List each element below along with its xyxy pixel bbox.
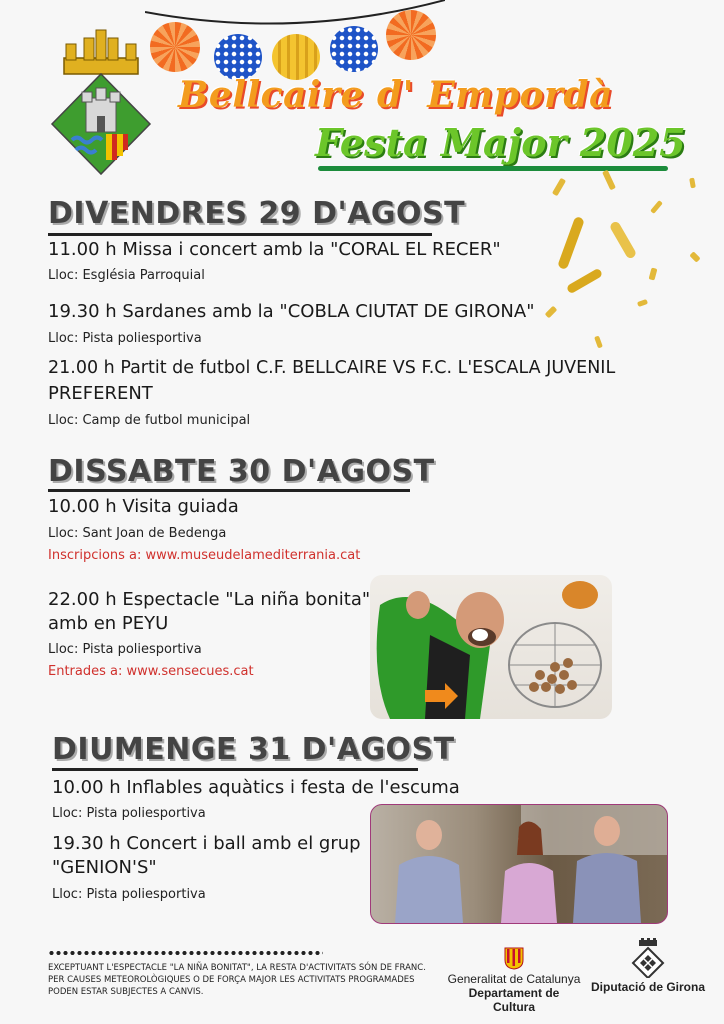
event-title-continued: amb en PEYU	[48, 613, 169, 634]
bellcaire-coat-of-arms-icon	[46, 28, 156, 176]
tickets-link[interactable]: Entrades a: www.sensecues.cat	[48, 664, 254, 679]
event-title-continued: "GENION'S"	[52, 857, 157, 878]
performer-photo	[370, 575, 612, 719]
day-heading-underline	[48, 233, 432, 236]
disclaimer-note: EXCEPTUANT L'ESPECTACLE "LA NIÑA BONITAT", LA RESTA D'ACTIVITATS SÓN DE FRANC. PER CAUSES METEOROLÒGIQUES O DE FORÇA MAJOR LES ACTIVITATS PROGRAMADES PODEN ESTAR SUBJECTES A CANVIS.	[48, 963, 426, 997]
day-heading-underline	[52, 768, 418, 771]
event-title: 22.00 h Espectacle "La niña bonita"	[48, 589, 371, 610]
orange-lantern-icon	[150, 22, 200, 72]
title-underline	[318, 166, 668, 171]
day-heading-friday: DIVENDRES 29 D'AGOST	[48, 196, 466, 231]
event-title: 19.30 h Sardanes amb la "COBLA CIUTAT DE GIRONA"	[48, 301, 535, 322]
event-place: Lloc: Pista poliesportiva	[52, 806, 206, 821]
dotted-divider	[48, 950, 323, 956]
generalitat-name: Generalitat de Catalunya	[447, 972, 581, 986]
event-place: Lloc: Pista poliesportiva	[48, 642, 202, 657]
event-place: Lloc: Pista poliesportiva	[48, 331, 202, 346]
event-place: Lloc: Pista poliesportiva	[52, 887, 206, 902]
event-place: Lloc: Sant Joan de Bedenga	[48, 526, 227, 541]
day-heading-saturday: DISSABTE 30 D'AGOST	[48, 454, 435, 489]
blue-lantern-icon	[330, 26, 378, 72]
event-title: 11.00 h Missa i concert amb la "CORAL EL RECER"	[48, 239, 501, 260]
event-title: 10.00 h Visita guiada	[48, 496, 239, 517]
diputacio-name: Diputació de Girona	[590, 980, 705, 994]
generalitat-emblem-icon	[503, 946, 525, 970]
orange-lantern-icon	[386, 10, 436, 60]
event-place: Lloc: Església Parroquial	[48, 268, 205, 283]
registration-link[interactable]: Inscripcions a: www.museudelamediterrania.cat	[48, 548, 361, 563]
day-heading-underline	[48, 489, 410, 492]
band-photo	[370, 804, 668, 924]
generalitat-logo	[446, 946, 582, 1014]
diputacio-emblem-icon	[631, 938, 665, 978]
day-heading-sunday: DIUMENGE 31 D'AGOST	[52, 732, 455, 767]
event-title: 21.00 h Partit de futbol C.F. BELLCAIRE VS F.C. L'ESCALA JUVENIL	[48, 358, 616, 378]
title-line-2: Festa Major 2025	[315, 120, 686, 165]
department-name: Departament de Cultura	[468, 986, 560, 1014]
diputacio-logo	[590, 938, 706, 994]
event-title: 19.30 h Concert i ball amb el grup	[52, 833, 361, 854]
event-title: 10.00 h Inflables aquàtics i festa de l'escuma	[52, 777, 460, 798]
event-place: Lloc: Camp de futbol municipal	[48, 413, 251, 428]
event-title-continued: PREFERENT	[48, 383, 153, 404]
title-line-1: Bellcaire d' Empordà	[178, 74, 613, 116]
